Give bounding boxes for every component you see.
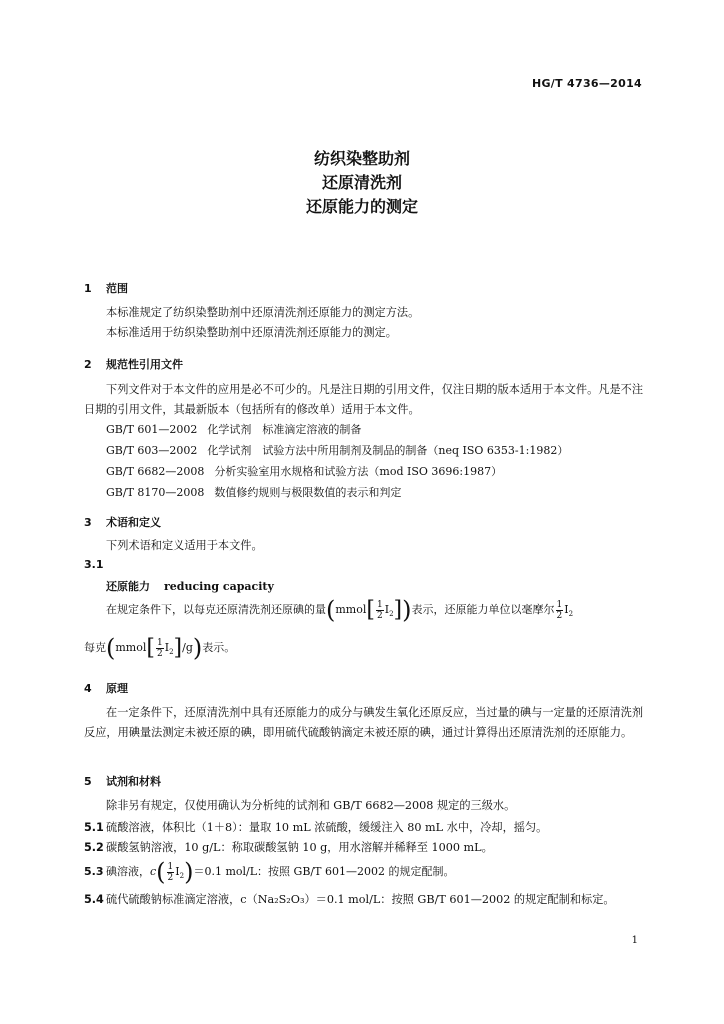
section-title: 原理 [106, 682, 128, 695]
section-number: 1 [84, 282, 92, 295]
section-4-para-1: 在一定条件下，还原清洗剂中具有还原能力的成分与碘发生氧化还原反应，当过量的碘与一定量的还原清洗剂反应，用碘量法测定未被还原的碘，即用硫代硫酸钠滴定未被还原的碘，通过计算得出还原清洗剂的还原能力。 [84, 706, 644, 739]
section-3-para-1: 下列术语和定义适用于本文件。 [106, 539, 263, 552]
section-1-para-1: 本标准规定了纺织染整助剂中还原清洗剂还原能力的测定方法。 [106, 306, 420, 319]
reference-code: GB/T 603—2002 [106, 444, 198, 457]
page-number: 1 [631, 935, 638, 946]
section-number: 2 [84, 358, 92, 371]
unit-mmol: mmol [335, 603, 367, 616]
section-2-heading [84, 356, 183, 372]
title-line-3: 还原能力的测定 [305, 197, 418, 216]
section-title: 规范性引用文件 [106, 358, 183, 371]
list-item [84, 890, 644, 910]
fraction-half: $\frac{1}{2}$ [376, 599, 383, 621]
item-text: 硫酸溶液，体积比（1＋8）：量取 10 mL 浓硫酸，缓缓注入 80 mL 水中，冷却，摇匀。 [106, 821, 548, 834]
reference-item [106, 421, 361, 437]
section-number: 5 [84, 775, 92, 788]
list-item: 5.3 碘溶液，c( $\frac{1}{2}$ $I_2)=0.1$ mol/L：按照 GB/T 601—2002 的规定配制。 [84, 858, 455, 886]
reference-title: 化学试剂 试验方法中所用制剂及制品的制备（neq ISO 6353-1:1982） [207, 444, 569, 457]
title-line-2: 还原清洗剂 [321, 173, 402, 192]
item-number: 5.3 [84, 865, 104, 878]
section-1-heading [84, 280, 128, 296]
reference-code: GB/T 601—2002 [106, 423, 198, 436]
list-item [84, 818, 644, 838]
section-number: 3 [84, 516, 92, 529]
definition-text: 表示。 [202, 641, 236, 654]
unit-per-gram: /g [182, 641, 193, 654]
term-entry [106, 578, 274, 594]
section-5-para-1: 除非另有规定，仅使用确认为分析纯的试剂和 GB/T 6682—2008 规定的三级水。 [106, 799, 516, 812]
section-title: 范围 [106, 282, 128, 295]
section-4-heading [84, 680, 128, 696]
section-number: 4 [84, 682, 92, 695]
list-item [84, 838, 644, 858]
fraction-half: $\frac{1}{2}$ [156, 637, 163, 659]
item-number: 5.4 [84, 893, 104, 906]
definition-text: 在规定条件下，以每克还原清洗剂还原碘的量 [106, 603, 326, 616]
section-3-heading [84, 514, 161, 530]
reference-code: GB/T 8170—2008 [106, 486, 205, 499]
item-text: 碘溶液， [106, 865, 150, 878]
item-text: ＝0.1 mol/L：按照 GB/T 601—2002 的规定配制。 [193, 865, 455, 878]
reference-item [106, 463, 502, 479]
reference-code: GB/T 6682—2008 [106, 465, 205, 478]
term-chinese: 还原能力 [106, 580, 150, 593]
reference-title: 数值修约规则与极限数值的表示和判定 [214, 486, 402, 499]
term-english: reducing capacity [164, 580, 274, 593]
unit-mmol: mmol [115, 641, 147, 654]
item-text: 碳酸氢钠溶液，10 g/L：称取碳酸氢钠 10 g，用水溶解并稀释至 1000 mL。 [106, 841, 493, 854]
definition-line-1: 在规定条件下，以每克还原清洗剂还原碘的量(mmol[ $\frac{1}{2}$ $I_2$])表示，还原能力单位以毫摩尔 $\frac{1}{2}$ $I_2$ [106, 596, 574, 624]
fraction-half: $\frac{1}{2}$ [556, 599, 563, 621]
item-text: 硫代硫酸钠标准滴定溶液，c（Na₂S₂O₃）＝0.1 mol/L：按照 GB/T 601—2002 的规定配制和标定。 [106, 893, 615, 906]
reference-title: 化学试剂 标准滴定溶液的制备 [207, 423, 362, 436]
subsection-3-1: 3.1 [84, 558, 104, 571]
section-5-heading [84, 773, 161, 789]
definition-text: 表示，还原能力单位以毫摩尔 [411, 603, 555, 616]
item-number: 5.1 [84, 821, 104, 834]
section-title: 术语和定义 [106, 516, 161, 529]
reference-item [106, 484, 401, 500]
title-line-1: 纺织染整助剂 [313, 149, 410, 168]
standard-code: HG/T 4736—2014 [531, 77, 642, 90]
section-1-para-2: 本标准适用于纺织染整助剂中还原清洗剂还原能力的测定。 [106, 326, 397, 339]
section-2-para-1: 下列文件对于本文件的应用是必不可少的。凡是注日期的引用文件，仅注日期的版本适用于本文件。凡是不注日期的引用文件，其最新版本（包括所有的修改单）适用于本文件。 [84, 383, 644, 416]
reference-item [106, 442, 568, 458]
iodine-symbol: I [384, 603, 390, 616]
item-number: 5.2 [84, 841, 104, 854]
fraction-half: $\frac{1}{2}$ [167, 861, 174, 883]
definition-line-2: 每克(mmol[ $\frac{1}{2}$ $I_2]/g$)表示。 [84, 634, 236, 662]
reference-title: 分析实验室用水规格和试验方法（mod ISO 3696:1987） [214, 465, 503, 478]
definition-text: 每克 [84, 641, 106, 654]
section-title: 试剂和材料 [106, 775, 161, 788]
